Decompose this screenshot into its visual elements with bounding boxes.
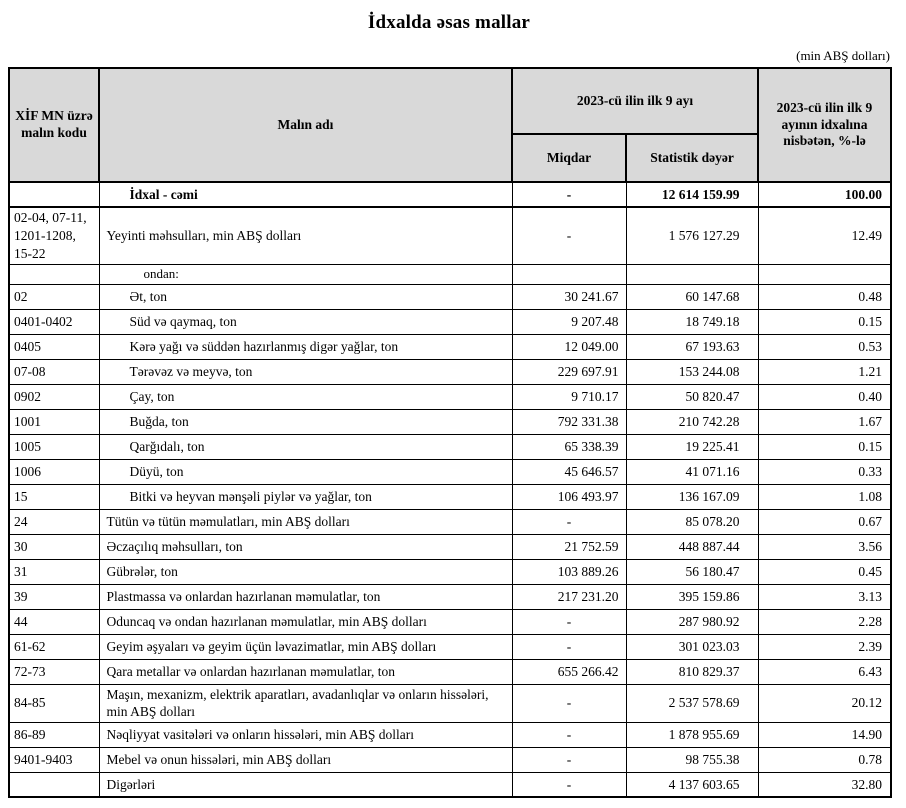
cell-code: 86-89 <box>9 722 99 747</box>
cell-share: 2.39 <box>758 634 891 659</box>
cell-code: 44 <box>9 609 99 634</box>
cell-quantity: 21 752.59 <box>512 534 626 559</box>
cell-name: Geyim əşyaları və geyim üçün ləvazimatlar, min ABŞ dolları <box>99 634 512 659</box>
table-body <box>9 182 891 797</box>
cell-share: 0.78 <box>758 747 891 772</box>
cell-stat-value: 2 537 578.69 <box>626 684 758 722</box>
cell-name: Tərəvəz və meyvə, ton <box>99 359 512 384</box>
cell-code: 39 <box>9 584 99 609</box>
cell-code: 0405 <box>9 334 99 359</box>
cell-share: 32.80 <box>758 772 891 797</box>
cell-name: Maşın, mexanizm, elektrik aparatları, avadanlıqlar və onların hissələri, min ABŞ dolları <box>99 684 512 722</box>
cell-quantity: 792 331.38 <box>512 409 626 434</box>
cell-share: 0.40 <box>758 384 891 409</box>
cell-stat-value: 41 071.16 <box>626 459 758 484</box>
cell-code: 9401-9403 <box>9 747 99 772</box>
cell-quantity: - <box>512 684 626 722</box>
cell-name: Oduncaq və ondan hazırlanan məmulatlar, min ABŞ dolları <box>99 609 512 634</box>
cell-quantity: 229 697.91 <box>512 359 626 384</box>
cell-name: Qara metallar və onlardan hazırlanan məmulatlar, ton <box>99 659 512 684</box>
cell-stat-value: 301 023.03 <box>626 634 758 659</box>
table-row <box>9 584 891 609</box>
cell-code: 1006 <box>9 459 99 484</box>
cell-name: Digərləri <box>99 772 512 797</box>
cell-name: Nəqliyyat vasitələri və onların hissələri, min ABŞ dolları <box>99 722 512 747</box>
cell-share: 20.12 <box>758 684 891 722</box>
cell-stat-value: 98 755.38 <box>626 747 758 772</box>
cell-code: 30 <box>9 534 99 559</box>
table-row <box>9 634 891 659</box>
cell-share: 0.15 <box>758 434 891 459</box>
cell-share: 1.21 <box>758 359 891 384</box>
table-row <box>9 309 891 334</box>
cell-quantity: 9 207.48 <box>512 309 626 334</box>
cell-code: 02 <box>9 284 99 309</box>
cell-share: 14.90 <box>758 722 891 747</box>
cell-stat-value: 4 137 603.65 <box>626 772 758 797</box>
cell-quantity: 217 231.20 <box>512 584 626 609</box>
cell-quantity: 45 646.57 <box>512 459 626 484</box>
cell-stat-value: 12 614 159.99 <box>626 182 758 207</box>
table-row <box>9 434 891 459</box>
header-row-top <box>9 68 891 134</box>
cell-share: 0.53 <box>758 334 891 359</box>
cell-name: Əczaçılıq məhsulları, ton <box>99 534 512 559</box>
cell-stat-value: 1 878 955.69 <box>626 722 758 747</box>
cell-stat-value: 153 244.08 <box>626 359 758 384</box>
cell-name: Gübrələr, ton <box>99 559 512 584</box>
cell-code <box>9 182 99 207</box>
cell-code: 0401-0402 <box>9 309 99 334</box>
table-row <box>9 182 891 207</box>
cell-quantity: - <box>512 634 626 659</box>
cell-stat-value: 448 887.44 <box>626 534 758 559</box>
header-stat-value: Statistik dəyər <box>626 134 758 182</box>
unit-note: (min ABŞ dolları) <box>796 48 890 63</box>
cell-share: 12.49 <box>758 207 891 264</box>
cell-quantity: 30 241.67 <box>512 284 626 309</box>
table-row <box>9 509 891 534</box>
cell-name: Düyü, ton <box>99 459 512 484</box>
header-quantity: Miqdar <box>512 134 626 182</box>
cell-stat-value: 56 180.47 <box>626 559 758 584</box>
cell-stat-value: 67 193.63 <box>626 334 758 359</box>
cell-stat-value: 287 980.92 <box>626 609 758 634</box>
header-code: XİF MN üzrə malın kodu <box>9 68 99 182</box>
cell-share: 0.67 <box>758 509 891 534</box>
table-row <box>9 747 891 772</box>
cell-code: 31 <box>9 559 99 584</box>
cell-stat-value: 85 078.20 <box>626 509 758 534</box>
cell-quantity: - <box>512 772 626 797</box>
cell-stat-value: 19 225.41 <box>626 434 758 459</box>
cell-share: 1.67 <box>758 409 891 434</box>
cell-quantity: - <box>512 722 626 747</box>
table-row <box>9 384 891 409</box>
cell-share: 6.43 <box>758 659 891 684</box>
table-row <box>9 559 891 584</box>
table-row <box>9 609 891 634</box>
table-row <box>9 484 891 509</box>
cell-quantity: 655 266.42 <box>512 659 626 684</box>
cell-name: ondan: <box>99 264 512 284</box>
cell-quantity: 65 338.39 <box>512 434 626 459</box>
table-row <box>9 409 891 434</box>
cell-name: İdxal - cəmi <box>99 182 512 207</box>
cell-quantity: 103 889.26 <box>512 559 626 584</box>
cell-share: 100.00 <box>758 182 891 207</box>
cell-code: 84-85 <box>9 684 99 722</box>
table-row <box>9 284 891 309</box>
cell-code: 07-08 <box>9 359 99 384</box>
cell-quantity: - <box>512 609 626 634</box>
cell-quantity: - <box>512 182 626 207</box>
cell-share: 0.45 <box>758 559 891 584</box>
cell-code <box>9 264 99 284</box>
cell-code: 1005 <box>9 434 99 459</box>
cell-code: 72-73 <box>9 659 99 684</box>
cell-share <box>758 264 891 284</box>
table-row <box>9 659 891 684</box>
cell-share: 1.08 <box>758 484 891 509</box>
cell-stat-value: 136 167.09 <box>626 484 758 509</box>
cell-code: 1001 <box>9 409 99 434</box>
cell-code: 15 <box>9 484 99 509</box>
cell-stat-value: 1 576 127.29 <box>626 207 758 264</box>
page-title: İdxalda əsas mallar <box>367 12 531 33</box>
cell-code: 0902 <box>9 384 99 409</box>
cell-code <box>9 772 99 797</box>
cell-quantity: - <box>512 747 626 772</box>
cell-name: Mebel və onun hissələri, min ABŞ dolları <box>99 747 512 772</box>
cell-code: 24 <box>9 509 99 534</box>
header-period-group: 2023-cü ilin ilk 9 ayı <box>512 68 758 134</box>
table-row <box>9 534 891 559</box>
imports-table <box>8 67 892 798</box>
cell-stat-value: 210 742.28 <box>626 409 758 434</box>
cell-name: Qarğıdalı, ton <box>99 434 512 459</box>
cell-stat-value: 60 147.68 <box>626 284 758 309</box>
table-row <box>9 722 891 747</box>
header-name: Malın adı <box>99 68 512 182</box>
cell-share: 0.15 <box>758 309 891 334</box>
cell-quantity: - <box>512 509 626 534</box>
cell-name: Çay, ton <box>99 384 512 409</box>
cell-stat-value: 395 159.86 <box>626 584 758 609</box>
cell-name: Yeyinti məhsulları, min ABŞ dolları <box>99 207 512 264</box>
cell-quantity: 12 049.00 <box>512 334 626 359</box>
cell-name: Süd və qaymaq, ton <box>99 309 512 334</box>
cell-code: 61-62 <box>9 634 99 659</box>
cell-quantity: - <box>512 207 626 264</box>
cell-share: 3.56 <box>758 534 891 559</box>
table-row <box>9 264 891 284</box>
cell-stat-value: 810 829.37 <box>626 659 758 684</box>
cell-stat-value: 18 749.18 <box>626 309 758 334</box>
table-row <box>9 684 891 722</box>
header-share: 2023-cü ilin ilk 9 ayının idxalına nisbətən, %-lə <box>758 68 891 182</box>
cell-code: 02-04, 07-11, 1201-1208, 15-22 <box>9 207 99 264</box>
cell-share: 0.48 <box>758 284 891 309</box>
cell-name: Plastmassa və onlardan hazırlanan məmulatlar, ton <box>99 584 512 609</box>
table-row <box>9 359 891 384</box>
cell-share: 2.28 <box>758 609 891 634</box>
cell-quantity: 9 710.17 <box>512 384 626 409</box>
cell-quantity: 106 493.97 <box>512 484 626 509</box>
cell-share: 0.33 <box>758 459 891 484</box>
cell-name: Bitki və heyvan mənşəli piylər və yağlar, ton <box>99 484 512 509</box>
table-row <box>9 207 891 264</box>
cell-name: Kərə yağı və süddən hazırlanmış digər yağlar, ton <box>99 334 512 359</box>
cell-name: Tütün və tütün məmulatları, min ABŞ dolları <box>99 509 512 534</box>
cell-quantity <box>512 264 626 284</box>
table-header <box>9 68 891 182</box>
cell-name: Buğda, ton <box>99 409 512 434</box>
table-row <box>9 334 891 359</box>
table-row <box>9 772 891 797</box>
cell-stat-value: 50 820.47 <box>626 384 758 409</box>
cell-share: 3.13 <box>758 584 891 609</box>
table-row <box>9 459 891 484</box>
cell-stat-value <box>626 264 758 284</box>
cell-name: Ət, ton <box>99 284 512 309</box>
